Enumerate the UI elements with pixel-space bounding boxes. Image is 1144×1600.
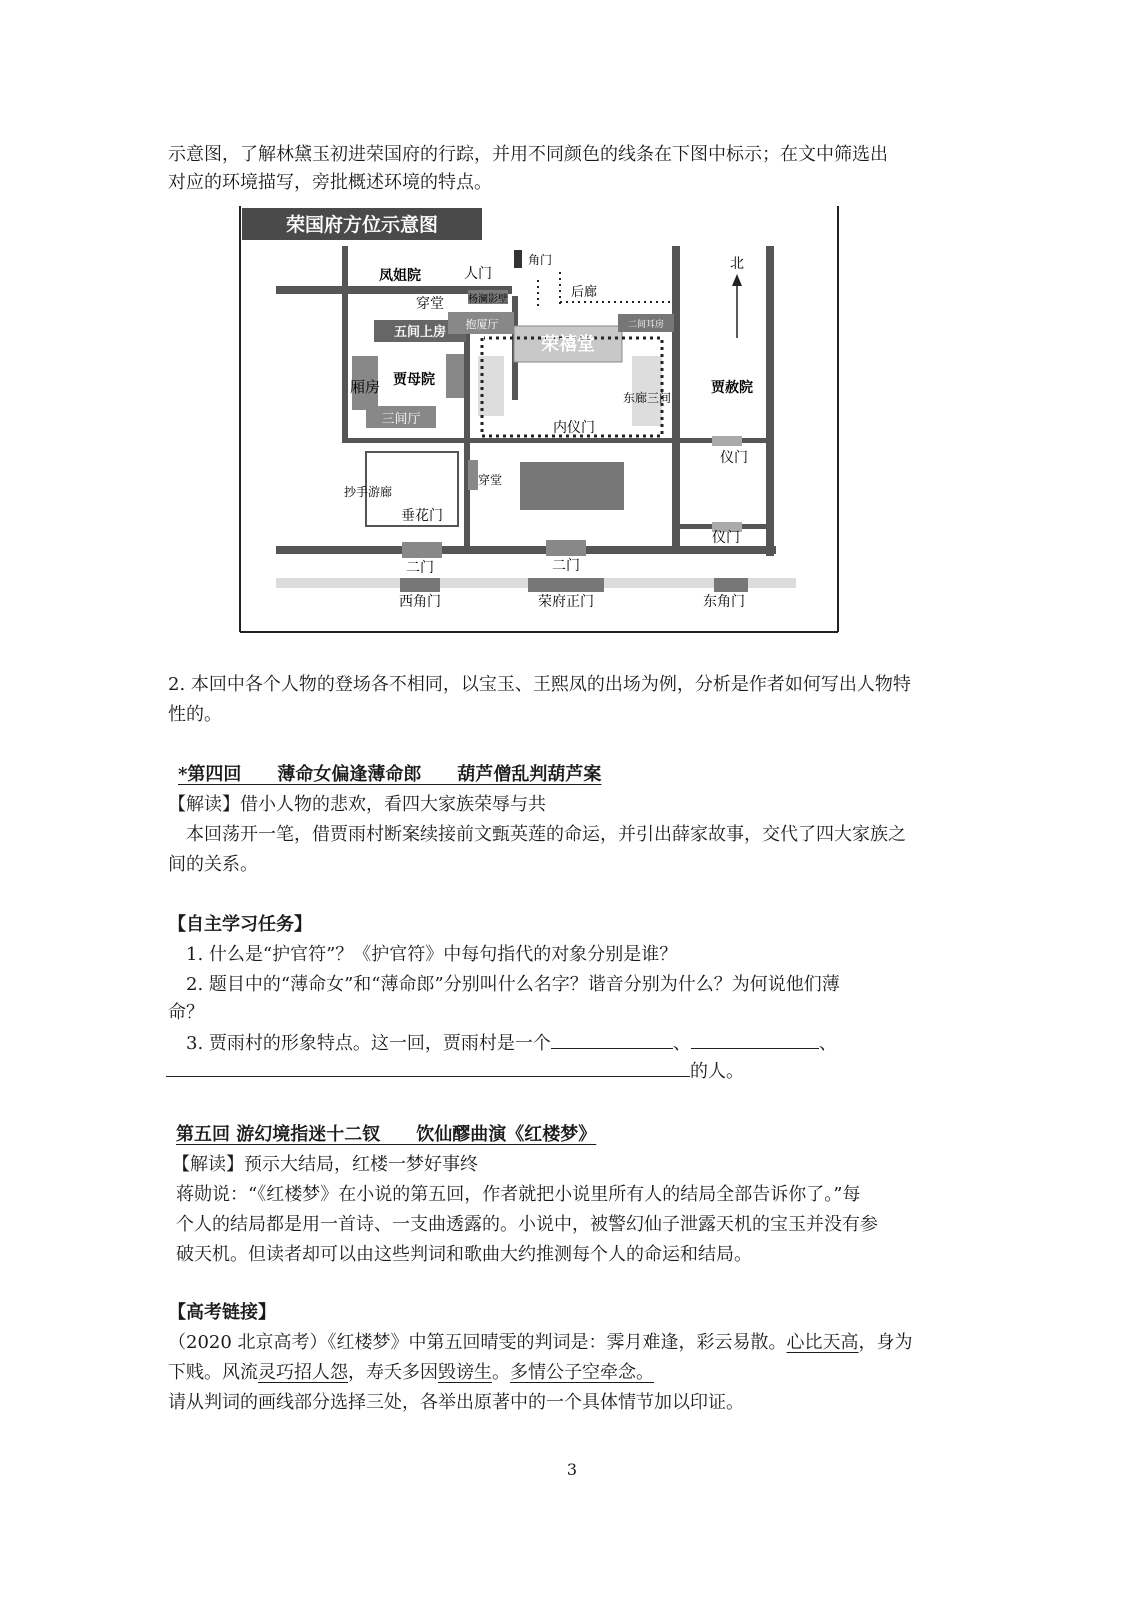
gaokao-line-3: 请从判词的画线部分选择三处，各举出原著中的一个具体情节加以印证。 — [168, 1392, 744, 1413]
rongguo-mansion-map — [238, 206, 842, 634]
ch4-task-3 — [186, 1030, 837, 1057]
label-chuantang-top: 穿堂 — [416, 296, 444, 312]
zhengmen-block — [528, 578, 604, 592]
ch4-task-3-cont — [166, 1058, 744, 1085]
intro-line-1: 示意图，了解林黛玉初进荣国府的行踪，并用不同颜色的线条在下图中标示；在文中筛选出 — [168, 144, 888, 165]
label-fengjie: 凤姐院 — [379, 268, 421, 284]
label-dongjiao: 东角门 — [703, 594, 745, 610]
label-xiangfang: 厢房 — [349, 378, 381, 396]
jiaomen-gate — [514, 250, 522, 268]
ch4-task-title: 【自主学习任务】 — [168, 914, 312, 935]
label-erfang: 二间耳房 — [627, 320, 665, 330]
ch4-task-2a: 2. 题目中的“薄命女”和“薄命郎”分别叫什么名字？谐音分别为什么？为何说他们薄 — [186, 974, 840, 995]
chuantang-mid-block — [468, 460, 478, 490]
gaokao-l2-text-c: 。 — [492, 1362, 510, 1383]
north-label: 北 — [730, 256, 744, 272]
gaokao-l2-text-b: ，寿夭多因 — [348, 1362, 438, 1383]
ch5-title: 第五回 游幻境指迷十二钗 饮仙醪曲演《红楼梦》 — [176, 1124, 597, 1145]
dongjiao-block — [714, 578, 748, 592]
ch4-task-2b: 命？ — [168, 1002, 204, 1023]
label-screen: 杨澜影壁 — [468, 294, 508, 305]
label-wujian: 五间上房 — [393, 325, 447, 340]
label-ermen-1: 二门 — [406, 560, 434, 576]
ch4-task-1: 1. 什么是“护官符”？《护官符》中每句指代的对象分别是谁？ — [186, 944, 678, 965]
intro-line-2: 对应的环境描写，旁批概述环境的特点。 — [168, 172, 492, 193]
gaokao-title: 【高考链接】 — [168, 1302, 276, 1323]
page-number: 3 — [566, 1460, 578, 1479]
answer-blank-2[interactable] — [691, 1030, 819, 1049]
label-yimen-1: 仪门 — [720, 450, 748, 466]
road-south — [276, 546, 776, 554]
wall-middle — [342, 438, 672, 443]
xijiao-block — [400, 578, 440, 592]
ch5-reading: 【解读】预示大结局，红楼一梦好事终 — [172, 1154, 478, 1175]
label-ermen-2: 二门 — [552, 558, 580, 574]
gaokao-l1-end: ，身为 — [858, 1332, 913, 1353]
ch4-task-3-end: 的人。 — [690, 1061, 744, 1082]
north-arrow-head — [732, 274, 742, 286]
label-renmen: 人门 — [464, 266, 492, 282]
answer-blank-1[interactable] — [551, 1030, 673, 1049]
wall-west-inner — [464, 326, 470, 442]
gaokao-underline-4: 多情公子空牵念。 — [510, 1362, 654, 1383]
gaokao-underline-2: 灵巧招人怨 — [258, 1362, 348, 1383]
label-jiaomen: 角门 — [527, 253, 553, 267]
ch4-title: *第四回 薄命女偏逢薄命郎 葫芦僧乱判葫芦案 — [178, 764, 602, 785]
label-rongxi: 荣禧堂 — [541, 334, 595, 355]
ch4-para-1: 本回荡开一笔，借贾雨村断案续接前文甄英莲的命运，并引出薛家故事，交代了四大家族之 — [186, 824, 906, 845]
q2-line-1: 2. 本回中各个人物的登场各不相同，以宝玉、王熙凤的出场为例，分析是作者如何写出人物特 — [168, 674, 911, 695]
ch5-para-3: 破天机。但读者却可以由这些判词和歌曲大约推测每个人的命运和结局。 — [176, 1244, 752, 1265]
label-chaoshou: 抄手游廊 — [343, 485, 393, 499]
label-yimen-2: 仪门 — [712, 530, 740, 546]
wall-south-divider — [464, 442, 470, 548]
ch4-task-3-text: 3. 贾雨村的形象特点。这一回，贾雨村是一个 — [186, 1033, 551, 1054]
ermen-center-block — [546, 540, 586, 556]
ch4-task-3-sep-2: 、 — [818, 1033, 837, 1054]
ch4-reading: 【解读】借小人物的悲欢，看四大家族荣辱与共 — [168, 794, 546, 815]
gaokao-underline-3: 毁谤生 — [438, 1362, 492, 1383]
road-far-east — [766, 246, 774, 556]
west-wing-block — [478, 356, 504, 416]
label-chuihua: 垂花门 — [401, 508, 443, 524]
ermen-west-block — [402, 542, 442, 558]
answer-blank-3[interactable] — [166, 1058, 690, 1077]
label-chuantang-mid: 穿堂 — [477, 473, 503, 487]
gaokao-line-2 — [168, 1360, 654, 1386]
road-east — [672, 246, 680, 546]
label-zhengmen: 荣府正门 — [538, 594, 594, 610]
gaokao-underline-1: 心比天高 — [786, 1332, 859, 1353]
label-sanjianting: 三间厅 — [381, 412, 421, 427]
gaokao-l2-text-a: 下贱。风流 — [168, 1362, 258, 1383]
ch4-task-3-sep-1: 、 — [672, 1033, 691, 1054]
label-xijiao: 西角门 — [399, 594, 441, 610]
road-west — [342, 246, 348, 442]
label-jiashe: 贾赦院 — [711, 380, 753, 396]
label-baoxia: 抱厦厅 — [465, 318, 499, 331]
ch5-para-1: 蒋勋说：“《红楼梦》在小说的第五回，作者就把小说里所有人的结局全部告诉你了。”每 — [176, 1184, 861, 1205]
map-title: 荣国府方位示意图 — [285, 214, 439, 236]
ch5-para-2: 个人的结局都是用一首诗、一支曲透露的。小说中，被警幻仙子泄露天机的宝玉并没有参 — [176, 1214, 878, 1235]
label-jiamu: 贾母院 — [393, 372, 435, 388]
label-donglang: 东廊三间 — [622, 391, 672, 405]
label-houlang: 后廊 — [570, 285, 598, 300]
yimen-1-block — [712, 436, 742, 446]
label-neiyimen: 内仪门 — [553, 420, 595, 436]
gaokao-l1-text: （2020 北京高考）《红楼梦》中第五回晴雯的判词是：霁月难逢，彩云易散。 — [168, 1332, 787, 1353]
inner-court-block — [520, 462, 624, 510]
jiamu-east-block — [446, 354, 464, 398]
ch4-para-2: 间的关系。 — [168, 854, 258, 875]
q2-line-2: 性的。 — [168, 704, 222, 725]
gaokao-line-1 — [168, 1330, 913, 1356]
